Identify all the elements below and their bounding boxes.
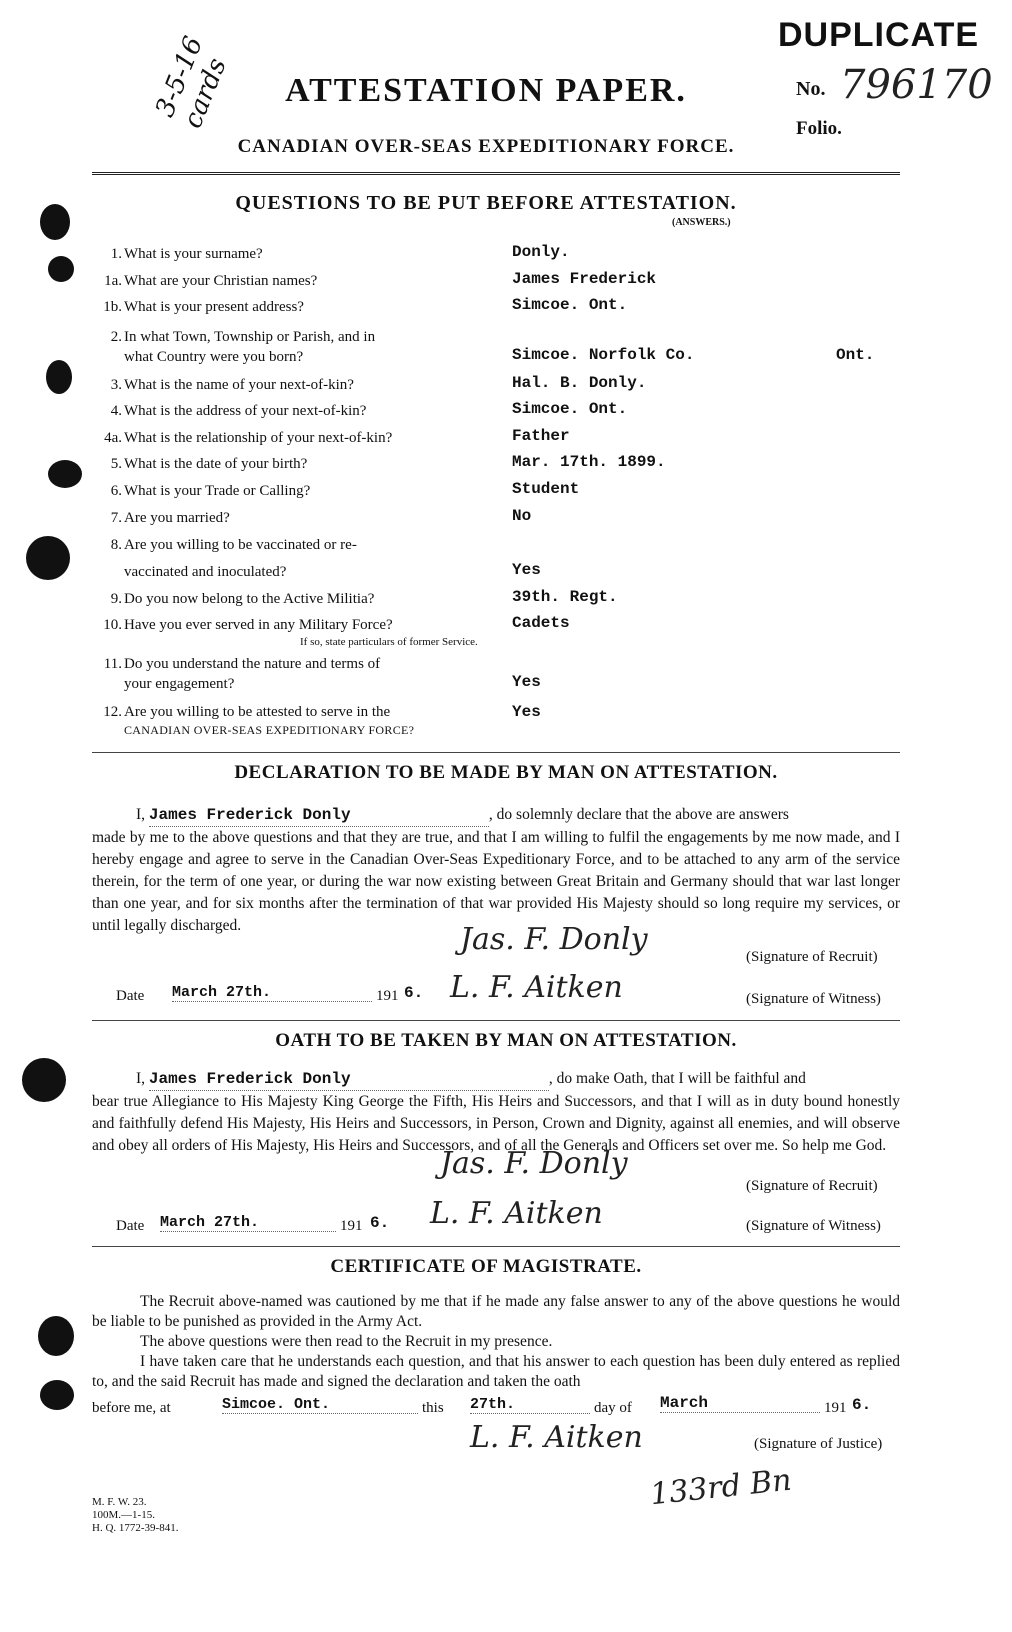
oath-title: OATH TO BE TAKEN BY MAN ON ATTESTATION.	[275, 1030, 737, 1051]
answer-vaccinated: Yes	[512, 561, 541, 579]
question-number: 3.	[110, 377, 122, 393]
question-number: 9.	[110, 591, 122, 607]
question-number: 6.	[110, 483, 122, 499]
oath-body: bear true Allegiance to His Majesty King George the Fifth, His Heirs and Successors, and that I will as in duty bound honestly and faithfully defend His Majesty, His Heirs and Successors, in Person, Crown and Dignity, against all enemies, and will observe and obey all orders of His Majesty, His Heirs and Successors, and of all the Generals and Officers set over me. So help me God.	[92, 1093, 900, 1154]
punch-hole-7	[38, 1316, 74, 1356]
answer-militia: 39th. Regt.	[512, 588, 618, 606]
oath-first-line	[92, 1068, 900, 1091]
declaration-recruit-signature-label: (Signature of Recruit)	[746, 949, 878, 965]
question-number: 1b.	[103, 299, 122, 315]
declaration-line1-rest: , do solemnly declare that the above are answers	[488, 806, 789, 823]
question-text: In what Town, Township or Parish, and in	[124, 329, 376, 345]
declaration-text	[92, 804, 900, 937]
declaration-name: James Frederick Donly	[149, 804, 489, 827]
answer-surname: Donly.	[512, 243, 570, 261]
oath-divider	[92, 1246, 900, 1247]
certificate-place: Simcoe. Ont.	[222, 1396, 418, 1414]
question-note: If so, state particulars of former Service.	[300, 636, 478, 648]
form-code	[92, 1496, 178, 1535]
certificate-day: 27th.	[470, 1396, 590, 1414]
punch-hole-6	[22, 1058, 66, 1102]
header-divider	[92, 172, 900, 175]
certificate-year-suffix: 6.	[852, 1396, 872, 1414]
question-text: What is your present address?	[124, 299, 304, 315]
question-text: Have you ever served in any Military Force?	[124, 617, 393, 633]
declaration-date-value: March 27th.	[172, 984, 372, 1002]
declaration-year-prefix: 191	[376, 988, 399, 1004]
question-number: 11.	[103, 656, 122, 672]
magistrate-signature-label: (Signature of Justice)	[754, 1436, 883, 1452]
form-code-line1: M. F. W. 23.	[92, 1496, 147, 1508]
answer-trade: Student	[512, 480, 580, 498]
declaration-first-line	[92, 804, 900, 827]
certificate-year-prefix: 191	[824, 1400, 847, 1416]
question-text: Are you married?	[124, 510, 230, 526]
declaration-year-suffix: 6.	[404, 984, 424, 1002]
answer-christian-names: James Frederick	[512, 270, 657, 288]
question-text: What is the date of your birth?	[124, 456, 308, 472]
question-number: 2.	[110, 329, 122, 345]
magistrate-signature: L. F. Aitken	[470, 1420, 643, 1455]
declaration-date-label: Date	[116, 988, 145, 1004]
question-number: 4a.	[104, 430, 122, 446]
oath-witness-signature-label: (Signature of Witness)	[746, 1218, 881, 1234]
regimental-number-label: No.	[796, 78, 826, 100]
answer-understand-terms: Yes	[512, 673, 541, 691]
certificate-text	[92, 1292, 900, 1392]
certificate-paragraph-2: The above questions were then read to the Recruit in my presence.	[140, 1333, 553, 1350]
declaration-title: DECLARATION TO BE MADE BY MAN ON ATTESTATION.	[234, 762, 778, 783]
certificate-day-of: day of	[594, 1400, 632, 1416]
oath-year-suffix: 6.	[370, 1214, 390, 1232]
oath-date-label: Date	[116, 1218, 145, 1234]
question-text-line2: vaccinated and inoculated?	[124, 564, 287, 580]
regimental-number: 796170	[840, 62, 993, 108]
punch-hole-4	[48, 460, 82, 488]
oath-recruit-signature: Jas. F. Donly	[440, 1146, 628, 1181]
oath-name: James Frederick Donly	[149, 1068, 549, 1091]
answer-birth-date: Mar. 17th. 1899.	[512, 453, 666, 471]
declaration-divider	[92, 1020, 900, 1021]
oath-i: I,	[136, 1070, 146, 1087]
question-number: 5.	[110, 456, 122, 472]
answer-next-of-kin: Hal. B. Donly.	[512, 374, 647, 392]
punch-hole-8	[40, 1380, 74, 1410]
answer-married: No	[512, 507, 532, 525]
answer-next-of-kin-address: Simcoe. Ont.	[512, 400, 628, 418]
certificate-this: this	[422, 1400, 444, 1416]
declaration-witness-signature: L. F. Aitken	[450, 970, 623, 1005]
oath-witness-signature: L. F. Aitken	[430, 1196, 603, 1231]
question-number: 4.	[110, 403, 122, 419]
question-text: Do you now belong to the Active Militia?	[124, 591, 375, 607]
certificate-month: March	[660, 1394, 820, 1413]
question-text-line2: CANADIAN OVER-SEAS EXPEDITIONARY FORCE?	[124, 723, 415, 737]
questions-divider	[92, 752, 900, 753]
answer-birthplace-country: Ont.	[836, 346, 875, 364]
punch-hole-2	[48, 256, 74, 282]
declaration-body: made by me to the above questions and that they are true, and that I am willing to fulfil the engagements by me now made, and I hereby engage and agree to serve in the Canadian Over-Seas Expeditionary Force, and to be attached to any arm of the service therein, for the term of one year, or during the war now existing between Great Britain and Germany should that war last longer than one year, and for six months after the termination of that war provided His Majesty should so long require my services, or until legally discharged.	[92, 829, 900, 934]
questions-title: QUESTIONS TO BE PUT BEFORE ATTESTATION.	[235, 192, 737, 214]
declaration-recruit-signature: Jas. F. Donly	[460, 922, 648, 957]
question-text: What is the address of your next-of-kin?	[124, 403, 367, 419]
question-number: 8.	[110, 537, 122, 553]
question-text: Are you willing to be attested to serve in the	[124, 704, 391, 720]
question-number: 1a.	[104, 273, 122, 289]
certificate-title: CERTIFICATE OF MAGISTRATE.	[330, 1256, 642, 1277]
oath-date-value: March 27th.	[160, 1214, 336, 1232]
question-text: What is your surname?	[124, 246, 263, 262]
answer-willing-to-serve: Yes	[512, 703, 541, 721]
question-number: 7.	[110, 510, 122, 526]
folio-label: Folio.	[796, 118, 842, 139]
oath-recruit-signature-label: (Signature of Recruit)	[746, 1178, 878, 1194]
document-title: ATTESTATION PAPER.	[285, 72, 687, 109]
oath-line1-rest: , do make Oath, that I will be faithful and	[548, 1070, 806, 1087]
answer-birthplace: Simcoe. Norfolk Co.	[512, 346, 695, 364]
question-text: Do you understand the nature and terms of	[124, 656, 381, 672]
question-text-line2: what Country were you born?	[124, 349, 304, 365]
answer-military-service: Cadets	[512, 614, 570, 632]
declaration-i: I,	[136, 806, 146, 823]
certificate-paragraph-1: The Recruit above-named was cautioned by me that if he made any false answer to any of the above questions he would be liable to be punished as provided in the Army Act.	[92, 1293, 900, 1330]
punch-hole-1	[40, 204, 70, 240]
punch-hole-3	[46, 360, 72, 394]
question-number: 1.	[110, 246, 122, 262]
question-text: What is the name of your next-of-kin?	[124, 377, 354, 393]
declaration-witness-signature-label: (Signature of Witness)	[746, 991, 881, 1007]
question-text: What are your Christian names?	[124, 273, 318, 289]
answer-relationship: Father	[512, 427, 570, 445]
form-code-line3: H. Q. 1772-39-841.	[92, 1522, 179, 1534]
battalion-annotation: 133rd Bn	[648, 1462, 794, 1513]
oath-text	[92, 1068, 900, 1157]
answer-address: Simcoe. Ont.	[512, 296, 628, 314]
answers-label: (ANSWERS.)	[672, 217, 731, 228]
question-number: 12.	[103, 704, 122, 720]
punch-hole-5	[26, 536, 70, 580]
question-text: Are you willing to be vaccinated or re-	[124, 537, 357, 553]
question-text: What is your Trade or Calling?	[124, 483, 311, 499]
certificate-before-me: before me, at	[92, 1400, 171, 1416]
question-text: What is the relationship of your next-of-kin?	[124, 430, 393, 446]
form-code-line2: 100M.—1-15.	[92, 1509, 155, 1521]
question-number: 10.	[103, 617, 122, 633]
document-subtitle: CANADIAN OVER-SEAS EXPEDITIONARY FORCE.	[237, 136, 735, 157]
certificate-paragraph-3: I have taken care that he understands each question, and that his answer to each question has been duly entered as replied to, and the said Recruit has made and signed the declaration and taken the oath	[92, 1353, 900, 1390]
oath-year-prefix: 191	[340, 1218, 363, 1234]
question-text-line2: your engagement?	[124, 676, 235, 692]
duplicate-stamp: DUPLICATE	[778, 16, 980, 54]
corner-handwritten-note: 3-5-16 cards	[150, 32, 233, 133]
